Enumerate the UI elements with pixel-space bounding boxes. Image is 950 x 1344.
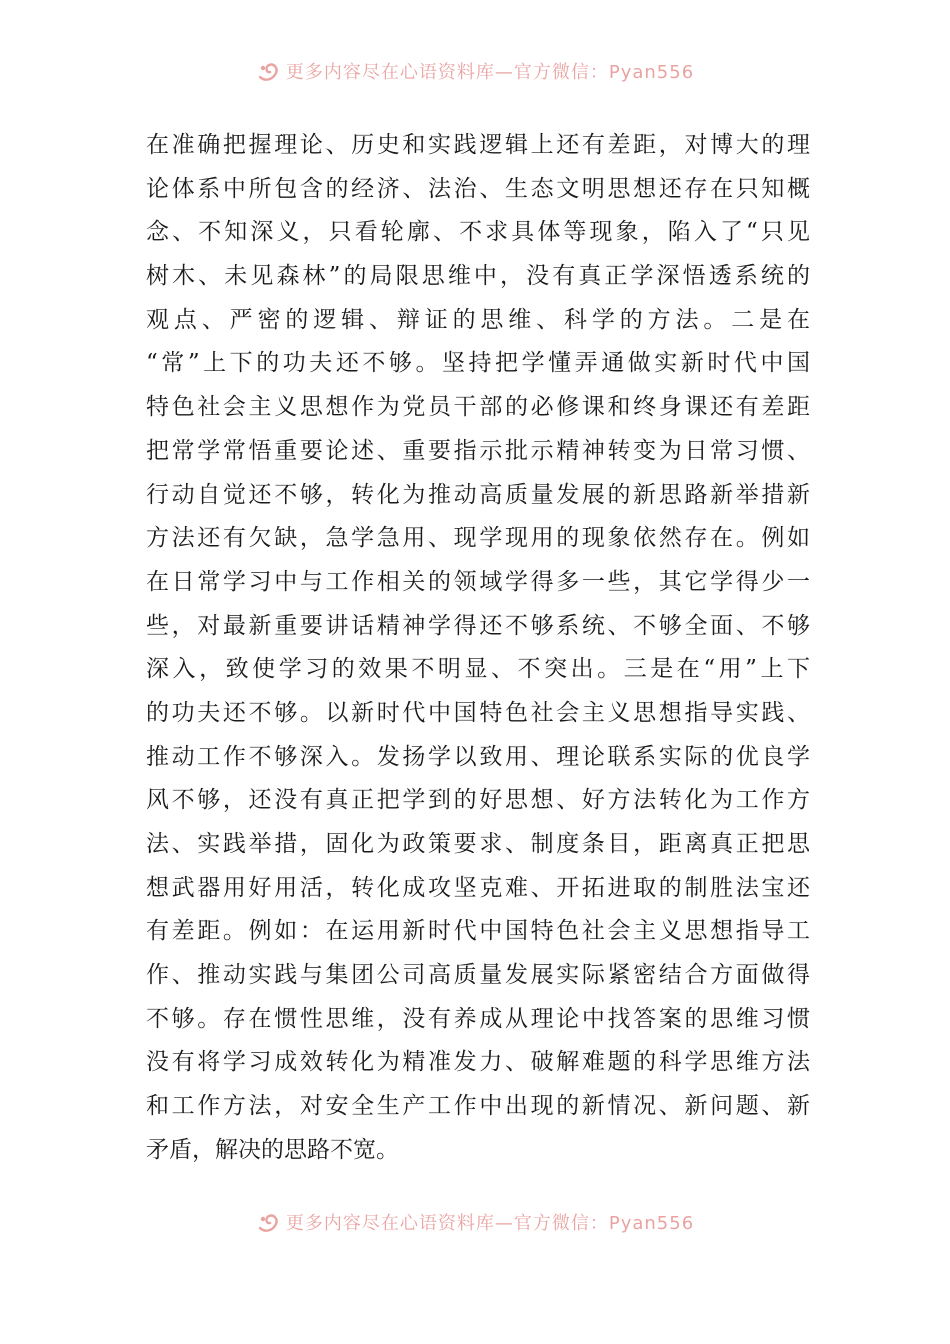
body-text-line: 的功夫还不够。以新时代中国特色社会主义思想指导实践、 (146, 699, 810, 726)
body-text-line: 念、不知深义，只看轮廓、不求具体等现象，陷入了“只见 (146, 219, 810, 246)
body-text-line: 观点、严密的逻辑、辩证的思维、科学的方法。二是在 (146, 306, 810, 333)
body-text-line: 深入，致使学习的效果不明显、不突出。三是在“用”上下 (146, 656, 810, 683)
body-text-line: 方法还有欠缺，急学急用、现学现用的现象依然存在。例如 (146, 525, 810, 552)
watermark-logo-icon (256, 59, 280, 83)
body-text-line: 风不够，还没有真正把学到的好思想、好方法转化为工作方 (146, 787, 810, 814)
body-text-line: 矛盾，解决的思路不宽。 (146, 1136, 399, 1163)
body-text-line: 法、实践举措，固化为政策要求、制度条目，距离真正把思 (146, 831, 810, 857)
body-text-line: 些，对最新重要讲话精神学得还不够系统、不够全面、不够 (146, 612, 810, 639)
body-text-line: 没有将学习成效转化为精准发力、破解难题的科学思维方法 (146, 1049, 810, 1076)
body-text-line: 不够。存在惯性思维，没有养成从理论中找答案的思维习惯 (146, 1005, 810, 1032)
header-watermark (0, 56, 950, 86)
body-text-line: “常”上下的功夫还不够。坚持把学懂弄通做实新时代中国 (146, 350, 810, 377)
body-text-line: 把常学常悟重要论述、重要指示批示精神转变为日常习惯、 (146, 437, 810, 464)
watermark-logo-icon (256, 1210, 280, 1234)
body-text-line: 和工作方法，对安全生产工作中出现的新情况、新问题、新 (146, 1093, 810, 1120)
document-body (146, 124, 810, 1173)
body-text-line: 论体系中所包含的经济、法治、生态文明思想还存在只知概 (146, 175, 810, 202)
footer-watermark (0, 1207, 950, 1237)
body-text-line: 在日常学习中与工作相关的领域学得多一些，其它学得少一 (146, 568, 810, 595)
body-text-line: 特色社会主义思想作为党员干部的必修课和终身课还有差距 (146, 394, 810, 421)
body-text-line: 树木、未见森林”的局限思维中，没有真正学深悟透系统的 (146, 263, 810, 290)
footer-watermark-text: 更多内容尽在心语资料库—官方微信：Pyan556 (285, 1213, 695, 1234)
body-text-line: 想武器用好用活，转化成攻坚克难、开拓进取的制胜法宝还 (146, 874, 810, 901)
header-watermark-text: 更多内容尽在心语资料库—官方微信：Pyan556 (285, 62, 695, 83)
body-text-line: 在准确把握理论、历史和实践逻辑上还有差距，对博大的理 (146, 132, 810, 158)
body-text-line: 作、推动实践与集团公司高质量发展实际紧密结合方面做得 (146, 962, 810, 989)
body-text-line: 推动工作不够深入。发扬学以致用、理论联系实际的优良学 (146, 743, 810, 770)
body-text-line: 有差距。例如：在运用新时代中国特色社会主义思想指导工 (146, 918, 810, 945)
body-text-line: 行动自觉还不够，转化为推动高质量发展的新思路新举措新 (146, 481, 810, 508)
